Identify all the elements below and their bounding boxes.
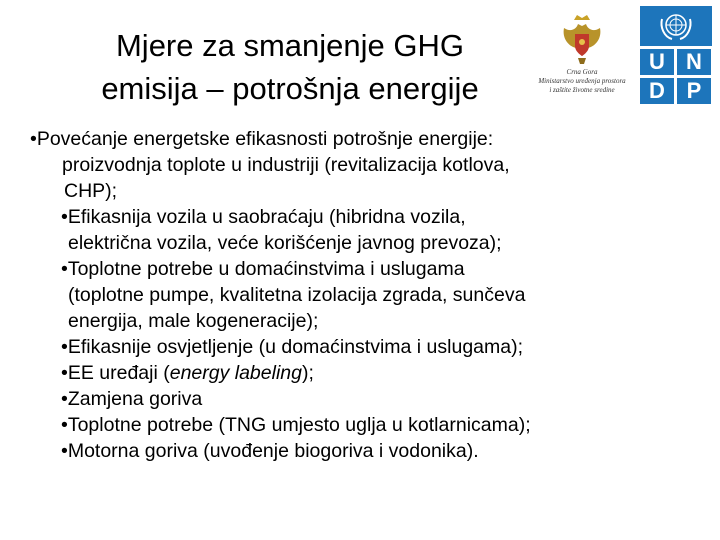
bullet-line: električna vozila, veće korišćenje javnog prevoza); (68, 232, 502, 254)
ministry-name-line-3: i zaštite životne sredine (549, 86, 615, 94)
slide-title (40, 24, 540, 110)
undp-letter-d: D (640, 78, 674, 104)
bullet-line: •Motorna goriva (uvođenje biogoriva i vodonika). (61, 440, 479, 462)
bullet-list (30, 126, 710, 464)
bullet-line: •Zamjena goriva (61, 388, 203, 410)
bullet-line: CHP); (64, 180, 118, 202)
bullet-line: •Toplotne potrebe u domaćinstvima i uslugama (61, 258, 465, 280)
energy-labeling-term: energy labeling (169, 362, 302, 384)
bullet-line: proizvodnja toplote u industriji (revitalizacija kotlova, (62, 154, 510, 176)
bullet-line: (toplotne pumpe, kvalitetna izolacija zgrada, sunčeva (68, 284, 526, 306)
undp-letter-u: U (640, 49, 674, 75)
montenegro-ministry-logo (526, 12, 638, 102)
bullet-text: •EE uređaji ( (61, 362, 170, 384)
title-line-2: emisija – potrošnja energije (101, 71, 479, 106)
bullet-line: •Efikasnije osvjetljenje (u domaćinstvima i uslugama); (61, 336, 524, 358)
bullet-line (30, 360, 710, 386)
ministry-name-line-2: Ministarstvo uređenja prostora (538, 77, 626, 85)
ministry-name-line-1: Crna Gora (566, 68, 598, 76)
bullet-line: energija, male kogeneracije); (68, 310, 319, 332)
undp-letter-n: N (677, 49, 711, 75)
title-line-1: Mjere za smanjenje GHG (115, 28, 464, 63)
bullet-line: •Povećanje energetske efikasnosti potrošnje energije: (30, 128, 494, 150)
bullet-line: •Toplotne potrebe (TNG umjesto uglja u kotlarnicama); (61, 414, 531, 436)
bullet-text: ); (301, 362, 314, 384)
bullet-line: •Efikasnija vozila u saobraćaju (hibridna vozila, (61, 206, 466, 228)
undp-logo (640, 6, 712, 104)
undp-letter-p: P (677, 78, 711, 104)
un-emblem-icon (640, 6, 712, 46)
coat-of-arms-icon (560, 12, 604, 68)
